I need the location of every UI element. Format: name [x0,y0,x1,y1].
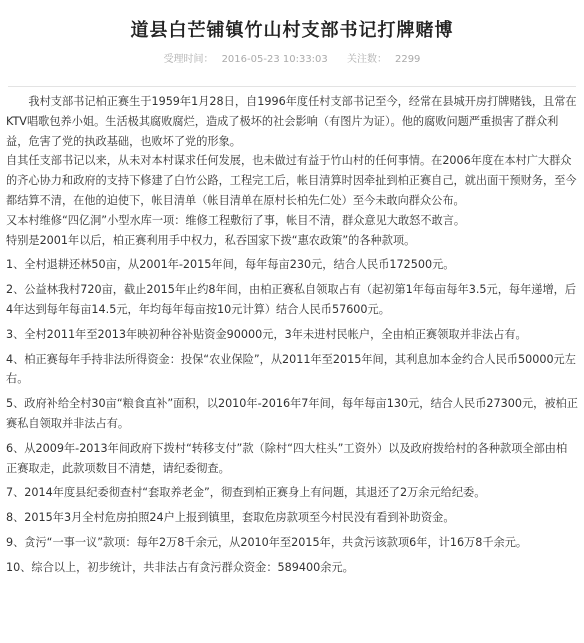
list-item: 5、政府补给全村30亩“粮食直补”面积，以2010年-2016年7年间，每年每亩130元，结合人民币27300元，被柏正赛私自领取并非法占有。 [6,397,578,430]
views-field [343,54,424,65]
list-item: 3、全村2011年至2013年映初种谷补贴资金90000元，3年未进村民帐户，全由柏正赛领取并非法占有。 [6,327,527,341]
article-meta [0,52,584,68]
list-item: 1、全村退耕还林50亩，从2001年-2015年间，每年每亩230元，结合人民币172500元。 [6,258,455,272]
list-item: 9、贪污“一事一议”款项：每年2万8千余元，从2010年至2015年，共贪污该款项6年，计16万8千余元。 [6,535,528,549]
paragraph-intro: 我村支部书记柏正赛生于1959年1月28日，自1996年度任村支部书记至今，经常在县城开房打牌赌钱，且常在KTV唱歌包养小姐。生活极其腐败腐烂，造成了极坏的社会影响（有图片为证）。他的腐败问题严重损害了群众利益，危害了党的执政基础，也败坏了党的形象。 [6,95,577,148]
time-label: 受理时间： [163,54,214,65]
article-title: 道县白芒铺镇竹山村支部书记打牌赌博 [130,20,454,41]
list-item: 7、2014年度县纪委彻查村“套取养老金”，彻查到柏正赛身上有问题，其退还了2万余元给纪委。 [6,486,486,500]
views-label: 关注数： [346,54,387,65]
views-count: 2299 [394,54,421,65]
article-body [6,92,578,578]
list-item: 2、公益林我村720亩，截止2015年止约8年间，由柏正赛私自领取占有（起初第1年每亩每年3.5元，每年递增，后4年达到每年每亩14.5元，年均每年每亩按10元计算）结合人民币57600元。 [6,283,577,316]
header-divider [8,86,576,87]
paragraph: 特别是2001年以后，柏正赛利用手中权力，私吞国家下拨“惠农政策”的各种款项。 [6,233,416,247]
paragraph: 又本村维修“四亿洞”小型水库一项：维修工程敷衍了事，帐目不清，群众意见大敢怒不敢言。 [6,213,466,227]
paragraph: 自其任支部书记以来，从未对本村谋求任何发展，也未做过有益于竹山村的任何事情。在2006年度在本村广大群众的齐心协力和政府的支持下修建了白竹公路，工程完工后，帐目清算时因牵扯到柏正赛自己，就出面干预财务，至今都结算不清，在他的迫使下，帐目清单（帐目清单在原村长柏先仁处）至今未敢向群众公布。 [6,154,577,207]
time-value: 2016-05-23 10:33:03 [221,54,328,65]
list-item: 4、柏正赛每年手持非法所得资金：投保“农业保险”，从2011年至2015年间，其利息加本金约合人民币50000元左右。 [6,352,576,386]
list-item: 8、2015年3月全村危房拍照24户上报到镇里，套取危房款项至今村民没有看到补助资金。 [6,511,455,525]
list-item: 6、从2009年-2013年间政府下拨村“转移支付”款（除村“四大柱头”工资外）以及政府拨给村的各种款项全部由柏正赛取走，此款项数目不清楚，请纪委彻查。 [6,441,568,475]
time-field [160,54,332,65]
list-item: 10、综合以上，初步统计，共非法占有贪污群众资金：589400余元。 [6,560,354,574]
